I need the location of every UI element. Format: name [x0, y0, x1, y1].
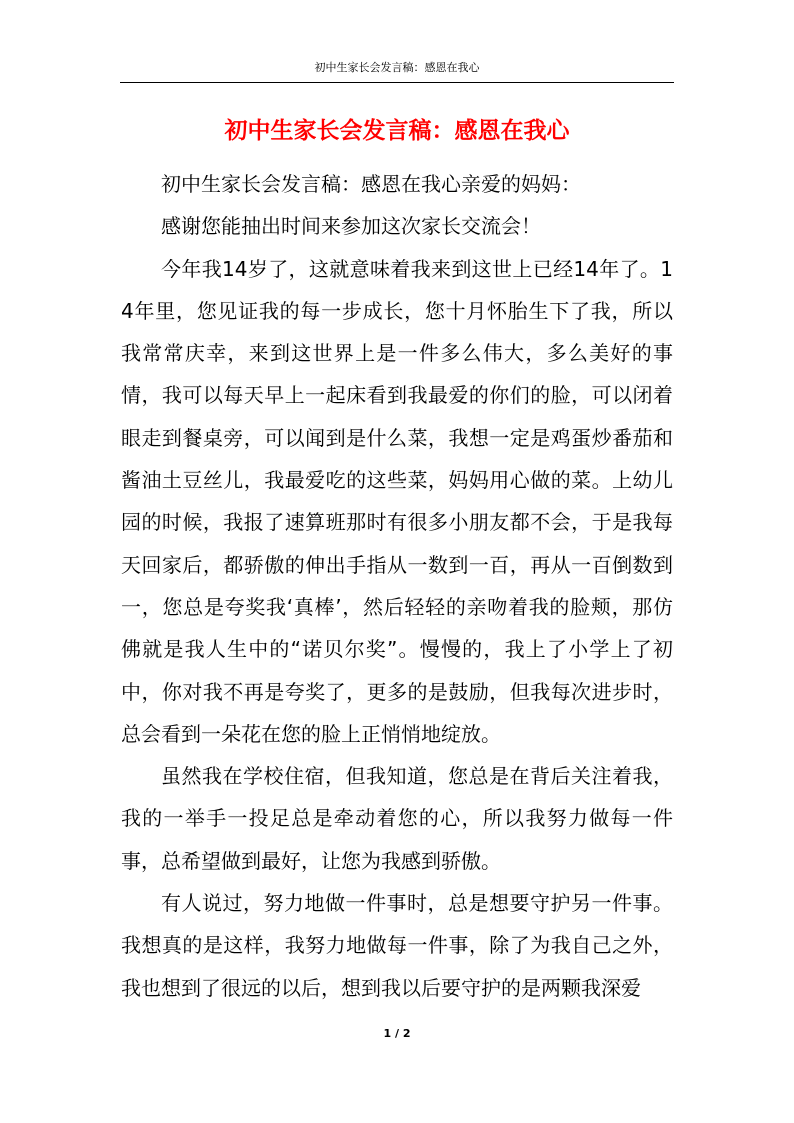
- document-title: 初中生家长会发言稿：感恩在我心: [224, 118, 570, 144]
- paragraph-growth: 今年我14岁了，这就意味着我来到这世上已经14年了。14年里，您见证我的每一步成长，您十月怀胎生下了我，所以我常常庆幸，来到这世界上是一件多么伟大，多么美好的事情，我可以每天早上一起床看到我最爱的你们的脸，可以闭着眼走到餐桌旁，可以闻到是什么菜，我想一定是鸡蛋炒番茄和酱油土豆丝儿，我最爱吃的这些菜，妈妈用心做的菜。上幼儿园的时候，我报了速算班那时有很多小朋友都不会，于是我每天回家后，都骄傲的伸出手指从一数到一百，再从一百倒数到一，您总是夸奖我‘真棒’，然后轻轻的亲吻着我的脸颊，那仿佛就是我人生中的“诺贝尔奖”。慢慢的，我上了小学上了初中，你对我不再是夸奖了，更多的是鼓励，但我每次进步时，总会看到一朵花在您的脸上正悄悄地绽放。: [121, 256, 673, 746]
- paragraph-guard: 有人说过，努力地做一件事时，总是想要守护另一件事。我想真的是这样，我努力地做每一件事，除了为我自己之外，我也想到了很远的以后，想到我以后要守护的是两颗我深爱: [121, 891, 673, 1000]
- paragraph-school: 虽然我在学校住宿，但我知道，您总是在背后关注着我，我的一举手一投足总是牵动着您的心，所以我努力做每一件事，总希望做到最好，让您为我感到骄傲。: [121, 764, 673, 873]
- document-body: [121, 163, 673, 1009]
- running-header: 初中生家长会发言稿：感恩在我心: [314, 61, 480, 74]
- header-divider: [120, 82, 674, 83]
- page-number: 1 / 2: [383, 1027, 411, 1040]
- paragraph-salutation: 初中生家长会发言稿：感恩在我心亲爱的妈妈：: [161, 172, 581, 196]
- paragraph-thanks: 感谢您能抽出时间来参加这次家长交流会！: [161, 214, 541, 239]
